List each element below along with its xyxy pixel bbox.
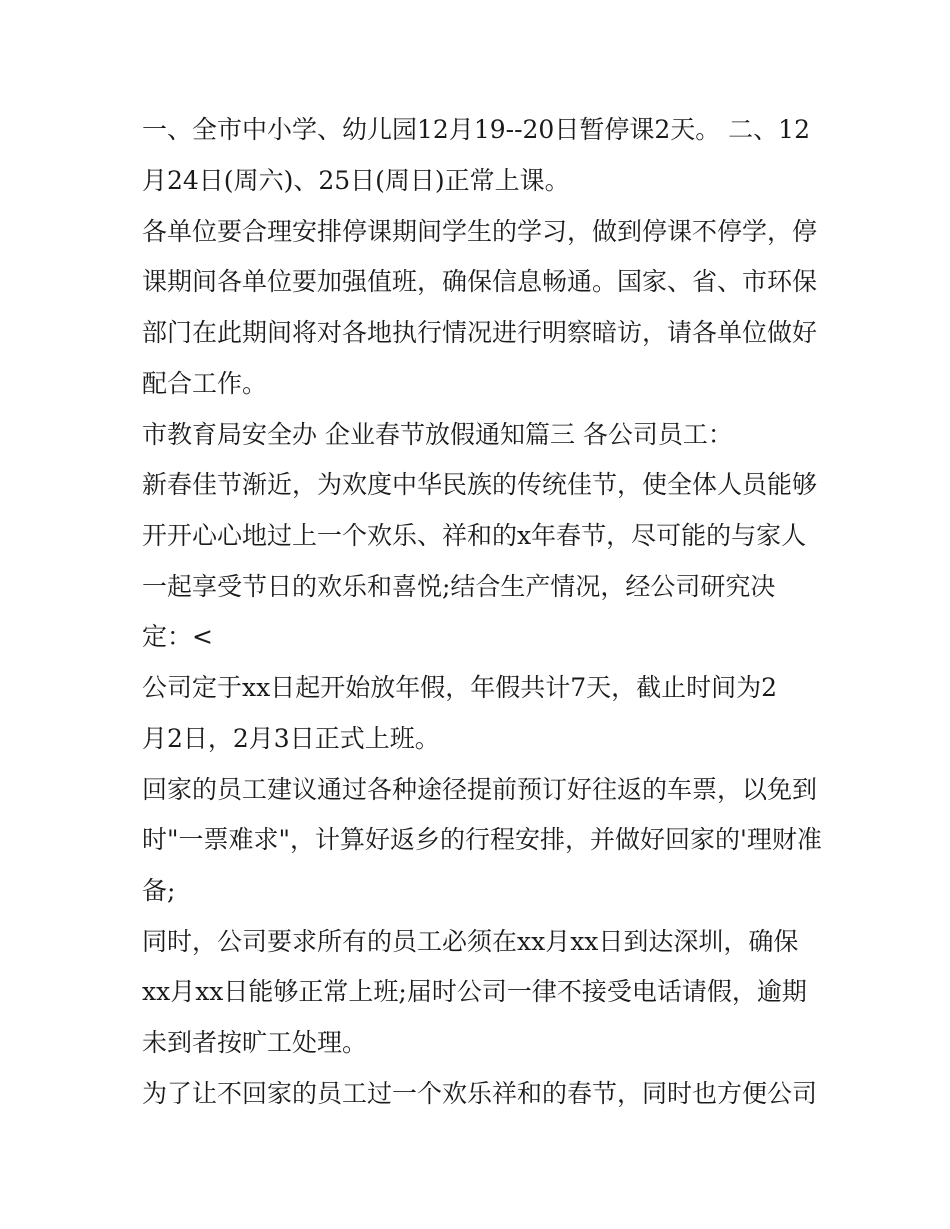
text-line: 回家的员工建议通过各种途径提前预订好往返的车票，以免到	[142, 775, 818, 804]
text-line: 各单位要合理安排停课期间学生的学习，做到停课不停学，停	[142, 217, 818, 246]
text-line: 部门在此期间将对各地执行情况进行明察暗访，请各单位做好	[142, 318, 818, 347]
text-line: xx月xx日能够正常上班;届时公司一律不接受电话请假，逾期	[142, 977, 807, 1006]
text-line: 开开心心地过上一个欢乐、祥和的x年春节，尽可能的与家人	[142, 521, 807, 550]
text-line: 月24日(周六)、25日(周日)正常上课。	[142, 166, 570, 195]
text-line: 市教育局安全办 企业春节放假通知篇三 各公司员工：	[142, 420, 733, 449]
text-line: 配合工作。	[142, 369, 268, 398]
text-line: 定：<	[142, 622, 213, 651]
text-line: 新春佳节渐近，为欢度中华民族的传统佳节，使全体人员能够	[142, 470, 818, 499]
text-line: 同时，公司要求所有的员工必须在xx月xx日到达深圳，确保	[142, 927, 799, 956]
text-line: 未到者按旷工处理。	[142, 1028, 368, 1057]
text-line: 一起享受节日的欢乐和喜悦;结合生产情况，经公司研究决	[142, 572, 776, 601]
text-line: 为了让不回家的员工过一个欢乐祥和的春节，同时也方便公司	[142, 1079, 818, 1108]
text-line: 一、全市中小学、幼儿园12月19--20日暂停课2天。 二、12	[142, 115, 810, 144]
text-line: 公司定于xx日起开始放年假，年假共计7天，截止时间为2	[142, 673, 778, 702]
text-line: 时"一票难求"，计算好返乡的行程安排，并做好回家的'理财准	[142, 825, 822, 854]
text-line: 月2日，2月3日正式上班。	[142, 724, 440, 753]
text-line: 课期间各单位要加强值班，确保信息畅通。国家、省、市环保	[142, 267, 818, 296]
text-line: 备;	[142, 876, 176, 905]
